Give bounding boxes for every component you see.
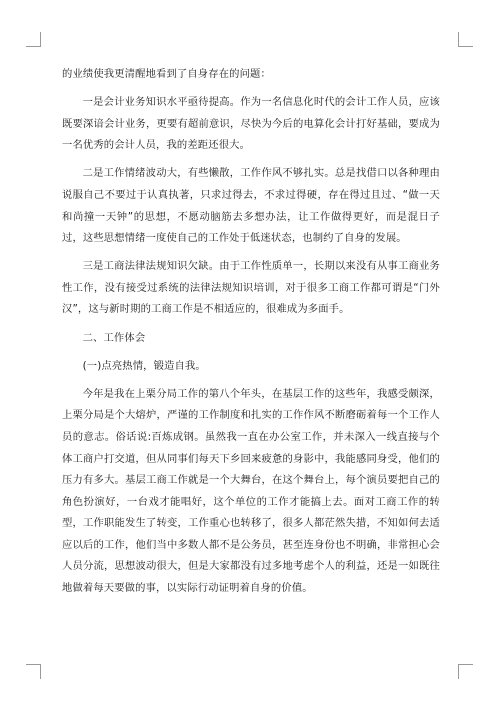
crop-mark-top-right (458, 32, 473, 47)
paragraph-problem-one: 一是会计业务知识水平亟待提高。作为一名信息化时代的会计工作人员，应该既要深谙会计业务，更要有超前意识，尽快为今后的电算化会计打好基础，要成为一名优秀的会计人员，我的差距还很大。 (62, 96, 440, 152)
section-heading: 二、工作体会 (82, 331, 146, 344)
document-body (62, 64, 440, 600)
paragraph-problem-two: 二是工作情绪波动大，有些懒散，工作作风不够扎实。总是找借口以各种理由说服自己不要过于认真执著，只求过得去，不求过得硬，存在得过且过、“做一天和尚撞一天钟”的思想，不愿动脑筋去多想办法，让工作做得更好，而是混日子过，这些思想情绪一度使自己的工作处于低迷状态，也制约了自身的发展。 (62, 167, 440, 245)
subsection-heading: (一)点亮热情，锻造自我。 (82, 359, 206, 372)
paragraph-problem-three: 三是工商法律法规知识欠缺。由于工作性质单一，长期以来没有从事工商业务性工作，没有接受过系统的法律法规知识培训，对于很多工商工作都可谓是“门外汉”，这与新时期的工商工作是不相适应的，很难成为多面手。 (62, 260, 440, 316)
paragraph-continuation: 的业绩使我更清醒地看到了自身存在的问题： (62, 68, 271, 80)
paragraph-experience: 今年是我在上栗分局工作的第八个年头，在基层工作的这些年，我感受颇深，上栗分局是个大熔炉，严谨的工作制度和扎实的工作作风不断磨砺着每一个工作人员的意志。俗话说:百炼成钢。虽然我一直在办公室工作，并未深入一线直接与个体工商户打交道，但从同事们每天下乡回来疲惫的身影中，我能感同身受，他们的压力有多大。基层工商工作就是一个大舞台，在这个舞台上，每个演员要把自己的角色扮演好，一台戏才能唱好，这个单位的工作才能搞上去。面对工商工作的转型，工作职能发生了转变，工作重心也转移了，很多人都茫然失措，不知如何去适应以后的工作，他们当中多数人都不是公务员，甚至连身份也不明确，非常担心会人员分流，思想波动很大，但是大家都没有过多地考虑个人的利益，还是一如既往地做着每天要做的事，以实际行动证明着自身的价值。 (62, 387, 440, 595)
crop-mark-bottom-left (26, 664, 41, 679)
crop-mark-top-left (26, 32, 41, 47)
crop-mark-bottom-right (458, 664, 473, 679)
